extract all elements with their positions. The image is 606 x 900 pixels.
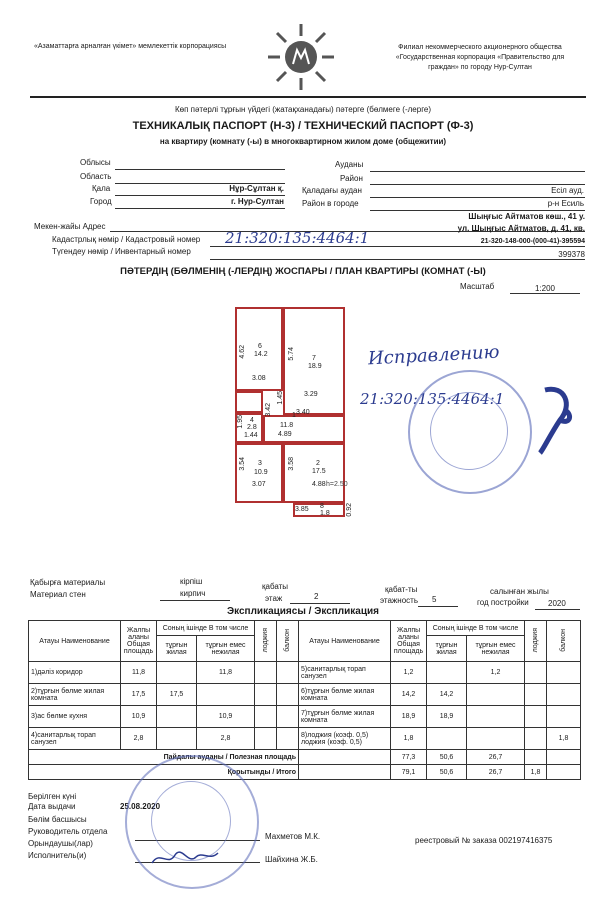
table-row: 2)тұрғын бөлме жилая комната 17,5 17,5 6)тұрғын бөлме жилая комната 14,2 14,2 xyxy=(29,684,581,706)
table-row: 1)дәліз коридор 11,8 11,8 5)санитарлық торап санузел 1,2 1,2 xyxy=(29,662,581,684)
kala-audan-label: Қаладағы аудан xyxy=(302,186,362,195)
order-label xyxy=(415,836,552,845)
sun-logo-icon xyxy=(262,22,340,92)
floor-value: 2 xyxy=(314,592,319,601)
header-incl-right: Соның ішінде В том числе xyxy=(427,621,525,636)
r4-area: 2.8 xyxy=(247,424,257,431)
explication-title: Экспликациясы / Экспликация xyxy=(226,606,379,617)
wall-value-ru: кирпич xyxy=(180,589,206,598)
header-total-right: Жалпы аланы Общая площадь xyxy=(391,621,427,662)
signature-top xyxy=(535,385,575,455)
r8-area: 1.8 xyxy=(320,510,330,517)
address-ru-value: ул. Шыңғыс Айтматов, д. 41, кв. xyxy=(457,224,585,233)
r6-bottom: 3.08 xyxy=(252,375,266,382)
r7-bottom: 3.29 xyxy=(304,391,318,398)
issued-label-ru: Дата выдачи xyxy=(28,802,76,811)
cadastral-label: Кадастрлық нөмір / Кадастровый номер xyxy=(52,235,201,244)
plan-title: ПӘТЕРДІҢ (БӨЛМЕНІҢ (-ЛЕРДІҢ) ЖОСПАРЫ / ПЛАН КВАРТИРЫ (КОМНАТ (-Ы) xyxy=(120,266,486,277)
wall-label-ru: Материал стен xyxy=(30,590,86,599)
cadastral-value: 21-320-148-000-(000-41)-395594 xyxy=(480,238,585,245)
year-label-kz: салынған жылы xyxy=(490,587,549,596)
room-1 xyxy=(263,415,345,443)
signature-bottom xyxy=(150,845,220,870)
r7-num: 7 xyxy=(312,355,316,362)
district-kz-value: Есіл ауд. xyxy=(551,186,584,195)
total-row: Қорытынды / Итого 79,1 50,6 26,7 1,8 xyxy=(29,765,581,780)
address-label: Мекен-жайы Адрес xyxy=(34,222,106,231)
header-balcony-left: балкон xyxy=(284,628,292,652)
floor-label-kz: қабаты xyxy=(262,582,289,591)
r6-side: 4.62 xyxy=(239,345,246,359)
r1-side: 3.42 xyxy=(265,403,272,417)
correction-note: Исправлению xyxy=(367,341,500,370)
r3-bottom: 3.07 xyxy=(252,481,266,488)
r4-num: 4 xyxy=(250,417,254,424)
signature-icon xyxy=(535,385,575,455)
title-line-3: на квартиру (комнату (-ы) в многоквартирном жилом доме (общежитии) xyxy=(159,137,447,146)
floors-label-kz: қабат-ты xyxy=(385,585,418,594)
scale-label: Масштаб xyxy=(460,282,495,291)
floors-value: 5 xyxy=(432,595,437,604)
header-name-right: Атауы Наименование xyxy=(299,621,391,662)
title-line-2: ТЕХНИКАЛЫҚ ПАСПОРТ (Н-3) / ТЕХНИЧЕСКИЙ ПАСПОРТ (Ф-3) xyxy=(132,120,474,132)
right-org-line-2: «Государственная корпорация «Правительство для xyxy=(395,54,565,61)
r2-bottom: 4.88 xyxy=(312,481,326,488)
exec-name: Шайхина Ж.Б. xyxy=(265,855,318,864)
kala-label: Қала xyxy=(92,184,111,193)
audany-label: Ауданы xyxy=(335,160,364,169)
header-living-left: тұрғын жилая xyxy=(157,636,197,662)
right-org-line-1: Филиал некоммерческого акционерного общества xyxy=(398,44,562,51)
r8-num: 8 xyxy=(320,503,324,510)
r3-num: 3 xyxy=(258,460,262,467)
left-org-name: «Азаматтарға арналған үкімет» мемлекеттік корпорациясы xyxy=(34,43,227,50)
table-row: 4)санитарлық торап санузел 2,8 2,8 8)лоджия (коэф. 0,5) лоджия (коэф. 0,5) 1,8 1,8 xyxy=(29,728,581,750)
r2-num: 2 xyxy=(316,460,320,467)
floor-label-ru: этаж xyxy=(265,594,283,603)
head-label-ru: Руководитель отдела xyxy=(28,827,108,836)
wall-value-kz: кірпіш xyxy=(180,577,203,586)
floor-plan xyxy=(230,305,370,535)
room-5 xyxy=(235,391,263,413)
header-total-left: Жалпы аланы Общая площадь xyxy=(121,621,157,662)
r2-height: h=2.50 xyxy=(326,481,348,488)
issued-label-kz: Берілген күні xyxy=(28,792,77,801)
r8-w: 3.85 xyxy=(295,506,309,513)
inventory-label: Түгендеу нөмір / Инвентарный номер xyxy=(52,247,191,256)
r1-num: 1 xyxy=(292,412,296,419)
r1-s2: 1.45 xyxy=(277,391,284,405)
floors-label-ru: этажность xyxy=(380,596,418,605)
r3-area: 10.9 xyxy=(254,469,268,476)
right-org-name xyxy=(370,43,590,73)
issued-date: 25.08.2020 xyxy=(120,802,161,811)
order-label-text: реестровый № заказа xyxy=(415,836,497,845)
gorod-label: Город xyxy=(90,197,112,206)
explication-table xyxy=(28,620,581,780)
inventory-value: 399378 xyxy=(558,250,585,259)
r7-area: 18.9 xyxy=(308,363,322,370)
year-label-ru: год постройки xyxy=(477,598,529,607)
raion-label: Район xyxy=(340,174,363,183)
scale-value: 1:200 xyxy=(510,284,580,294)
header-loggia-left: лоджия xyxy=(262,627,270,653)
r1-area: 11.8 xyxy=(280,422,294,429)
title-line-1: Көп пәтерлі тұрғын үйдегі (жатақханадағы) пәтерге (бөлмеге (-лерге) xyxy=(174,105,432,114)
table-row: 3)ас бөлме кухня 10,9 10,9 7)тұрғын бөлме жилая комната 18,9 18,9 xyxy=(29,706,581,728)
address-kz-value: Шыңғыс Айтматов көш., 41 у. xyxy=(468,212,585,221)
district-ru-value: р-н Есиль xyxy=(547,199,584,208)
header-nonliving-left: тұрғын емес нежилая xyxy=(197,636,255,662)
exec-label-ru: Исполнитель(и) xyxy=(28,851,87,860)
city-ru-value: г. Нур-Султан xyxy=(230,197,284,206)
r6-area: 14.2 xyxy=(254,351,268,358)
r8-side: 0.92 xyxy=(346,503,353,517)
r7-side: 5.74 xyxy=(288,347,295,361)
raion-gorode-label: Район в городе xyxy=(302,199,359,208)
exec-label-kz: Орындаушы(лар) xyxy=(28,839,93,848)
header-incl-left: Соның ішінде В том числе xyxy=(157,621,255,636)
r4-w: 1.44 xyxy=(244,432,258,439)
year-value: 2020 xyxy=(548,599,566,608)
signature-icon xyxy=(150,845,220,870)
cadastral-handwritten: 21:320:135:4464:1 xyxy=(225,229,370,247)
r1-top: 3.40 xyxy=(296,409,310,416)
logo xyxy=(262,22,340,92)
wall-label-kz: Қабырға материалы xyxy=(30,578,106,587)
header-name-left: Атауы Наименование xyxy=(29,621,121,662)
useful-area-row: Пайдалы ауданы / Полезная площадь 77,3 50,6 26,7 xyxy=(29,750,581,765)
header-balcony-right: балкон xyxy=(560,628,568,652)
order-number: 002197416375 xyxy=(498,836,553,845)
r3-side: 3.54 xyxy=(239,457,246,471)
r1-w: 4.89 xyxy=(278,431,292,438)
r6-num: 6 xyxy=(258,343,262,350)
r2-side: 3.58 xyxy=(288,457,295,471)
head-name: Махметов М.К. xyxy=(265,832,321,841)
city-kz-value: Нұр-Сұлтан қ. xyxy=(229,184,284,193)
head-label-kz: Бөлім басшысы xyxy=(28,815,87,824)
right-org-line-3: граждан» по городу Нур-Султан xyxy=(428,64,532,71)
r4-side: 1.95 xyxy=(237,415,244,429)
oblast-label: Область xyxy=(80,172,112,181)
header-living-right: тұрғын жилая xyxy=(427,636,467,662)
correction-number: 21:320:135:4464:1 xyxy=(360,390,505,408)
header-loggia-right: лоджия xyxy=(532,627,540,653)
header-nonliving-right: тұрғын емес нежилая xyxy=(467,636,525,662)
oblys-label: Облысы xyxy=(80,158,111,167)
header-divider xyxy=(30,96,586,98)
r2-area: 17.5 xyxy=(312,468,326,475)
official-stamp-top xyxy=(408,370,532,494)
